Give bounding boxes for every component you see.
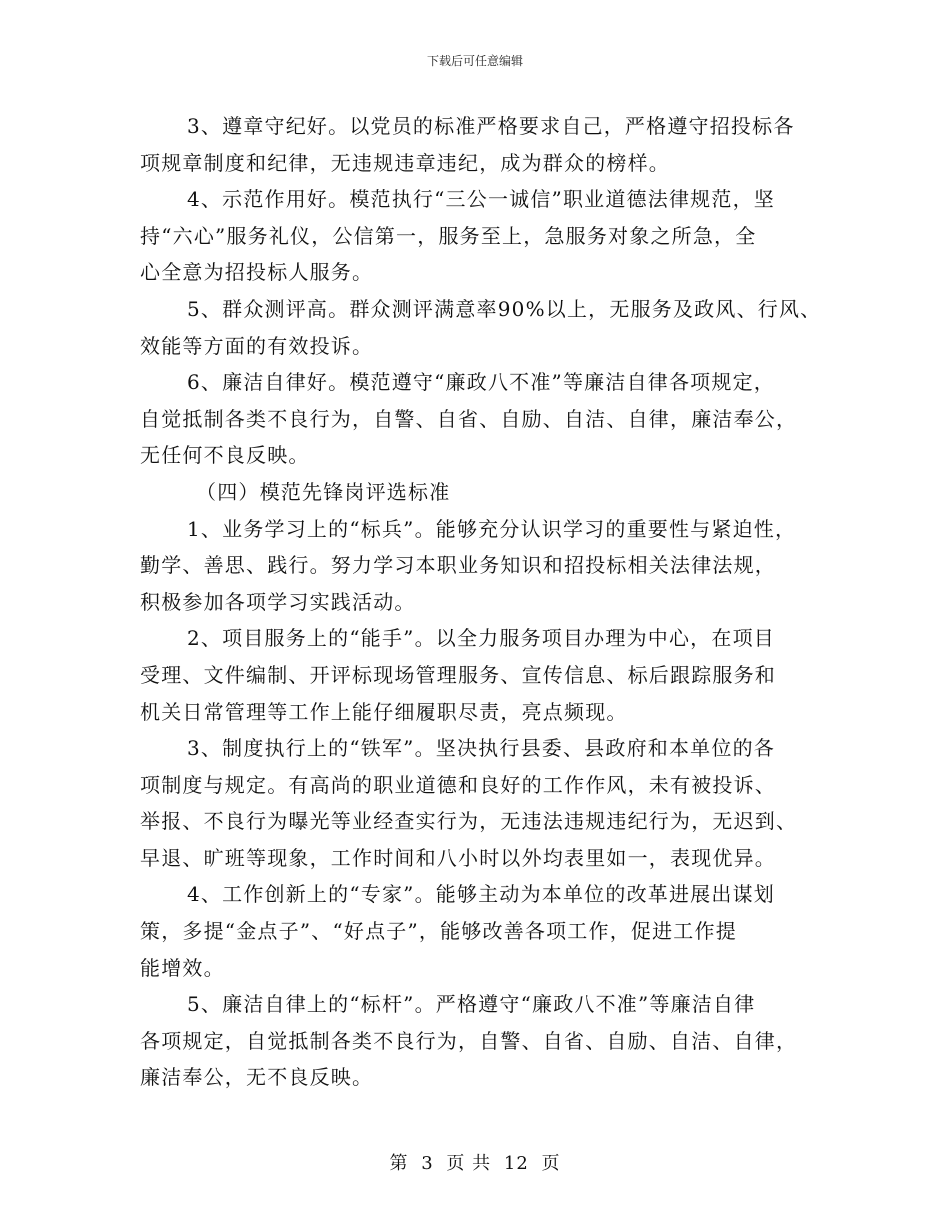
paragraph-item-4 (140, 181, 820, 291)
footer-suffix: 页 (541, 1153, 561, 1174)
text-line: 无任何不良反映。 (140, 443, 310, 468)
standard-item-4 (140, 876, 820, 986)
standard-item-5 (140, 986, 820, 1096)
standard-item-2 (140, 620, 820, 730)
section-heading-text: （四）模范先锋岗评选标准 (196, 479, 451, 504)
text-line: 2、项目服务上的“能手”。以全力服务项目办理为中心，在项目 (187, 626, 775, 651)
text-line: 机关日常管理等工作上能仔细履职尽责，亮点频现。 (140, 699, 628, 724)
text-line: 各项规定，自觉抵制各类不良行为，自警、自省、自励、自洁、自律， (140, 1028, 798, 1053)
text-line: 自觉抵制各类不良行为，自警、自省、自励、自洁、自律，廉洁奉公， (140, 406, 798, 431)
text-line: 4、示范作用好。模范执行“三公一诚信”职业道德法律规范，坚 (187, 187, 775, 212)
section-heading (140, 474, 820, 511)
page-footer (0, 1153, 950, 1175)
footer-prefix: 第 (389, 1153, 409, 1174)
text-line: 1、业务学习上的“标兵”。能够充分认识学习的重要性与紧迫性， (187, 516, 797, 541)
text-line: 廉洁奉公，无不良反映。 (140, 1065, 374, 1090)
text-line: 3、遵章守纪好。以党员的标准严格要求自己，严格遵守招投标各 (187, 114, 795, 138)
paragraph-item-3 (140, 108, 820, 181)
text-line: 心全意为招投标人服务。 (140, 260, 374, 285)
footer-middle: 页 共 (446, 1153, 492, 1174)
text-line: 效能等方面的有效投诉。 (140, 333, 374, 358)
text-line: 4、工作创新上的“专家”。能够主动为本单位的改革进展出谋划 (187, 882, 775, 907)
text-line: 策，多提“金点子”、“好点子”，能够改善各项工作，促进工作提 (140, 919, 737, 944)
text-line: 早退、旷班等现象，工作时间和八小时以外均表里如一，表现优异。 (140, 845, 776, 870)
paragraph-item-5 (140, 291, 820, 364)
paragraph-item-6 (140, 364, 820, 474)
text-line: 能增效。 (140, 955, 225, 980)
text-line: 6、廉洁自律好。模范遵守“廉政八不准”等廉洁自律各项规定， (187, 370, 775, 395)
text-line: 3、制度执行上的“铁军”。坚决执行县委、县政府和本单位的各 (187, 736, 775, 761)
text-line: 5、廉洁自律上的“标杆”。严格遵守“廉政八不准”等廉洁自律 (187, 992, 756, 1017)
text-line: 受理、文件编制、开评标现场管理服务、宣传信息、标后跟踪服务和 (140, 662, 776, 687)
current-page-number: 3 (421, 1153, 434, 1174)
text-line: 举报、不良行为曝光等业经查实行为，无违法违规违纪行为，无迟到、 (140, 809, 798, 834)
text-line: 5、群众测评高。群众测评满意率90%以上，无服务及政风、行风、 (187, 296, 822, 321)
page-header: 下载后可任意编辑 (426, 54, 523, 68)
text-line: 勤学、善思、践行。努力学习本职业务知识和招投标相关法律法规， (140, 553, 776, 578)
standard-item-3 (140, 730, 820, 876)
standard-item-1 (140, 511, 820, 621)
document-body (140, 108, 820, 1096)
text-line: 项制度与规定。有高尚的职业道德和良好的工作作风，未有被投诉、 (140, 772, 776, 797)
text-line: 积极参加各项学习实践活动。 (140, 589, 416, 614)
total-pages-number: 12 (503, 1153, 529, 1174)
text-line: 项规章制度和纪律，无违规违章违纪，成为群众的榜样。 (140, 150, 670, 175)
text-line: 持“六心”服务礼仪，公信第一，服务至上，急服务对象之所急，全 (140, 223, 757, 248)
